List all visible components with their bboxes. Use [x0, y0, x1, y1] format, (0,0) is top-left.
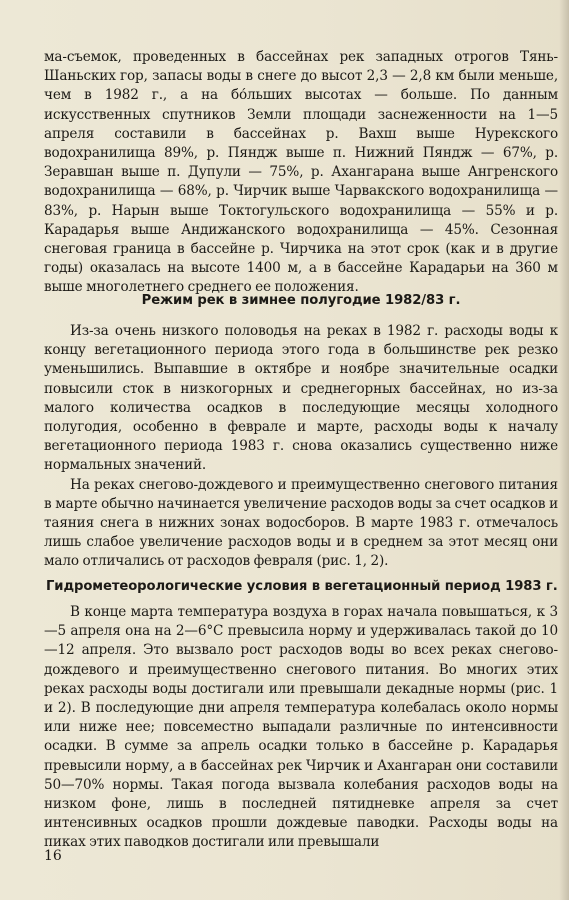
- page-number: 16: [44, 848, 62, 864]
- body-paragraph-continuation: ма-съемок, проведенных в бассейнах рек западных отрогов Тянь-Шаньских гор, запасы воды в снеге до высот 2,3 — 2,8 км были меньше, чем в 1982 г., а на бо́льших высотах — больше. По данным искусственных спутников Земли площади заснеженности на 1—5 апреля составили в бассейнах р. Вахш выше Нурекского водохранилища 89%, р. Пяндж выше п. Нижний Пяндж — 67%, р. Зеравшан выше п. Дупули — 75%, р. Ахангарана выше Ангренского водохранилища — 68%, р. Чирчик выше Чарвакского водохранилища — 83%, р. Нарын выше Токтогульского водохранилища — 55% и р. Карадарья выше Андижанского водохранилища — 45%. Сезонная снеговая граница в бассейне р. Чирчика на этот срок (как и в другие годы) оказалась на высоте 1400 м, а в бассейне Карадарьи на 360 м выше многолетнего среднего ее положения.: [44, 49, 558, 296]
- body-paragraph: На реках снегово-дождевого и преимущественно снегового питания в марте обычно начинается увеличение расходов воды за счет осадков и таяния снега в нижних зонах водосборов. В марте 1983 г. отмечалось лишь слабое увеличение расходов воды и в среднем за этот месяц они мало отличались от расходов февраля (рис. 1, 2).: [44, 476, 558, 570]
- section-body-vegetation-period: [44, 603, 558, 853]
- section-heading-winter-regime: Режим рек в зимнее полугодие 1982/83 г.: [141, 293, 461, 308]
- body-paragraph: Из-за очень низкого половодья на реках в 1982 г. расходы воды к концу вегетационного периода этого года в большинстве рек резко уменьшились. Выпавшие в октябре и ноябре значительные осадки повысили сток в низкогорных и среднегорных бассейнах, но из-за малого количества осадков в последующие месяцы холодного полугодия, особенно в феврале и марте, расходы воды к началу вегетационного периода 1983 г. снова оказались существенно ниже нормальных значений.: [44, 323, 558, 474]
- section-body-winter-regime: [44, 322, 558, 572]
- body-paragraph: В конце марта температура воздуха в горах начала повышаться, к 3—5 апреля она на 2—6°С превысила норму и удерживалась такой до 10—12 апреля. Это вызвало рост расходов воды во всех реках снегово-дождевого и преимущественно снегового питания. Во многих этих реках расходы воды достигали или превышали декадные нормы (рис. 1 и 2). В последующие дни апреля температура колебалась около нормы или ниже нее; повсеместно выпадали различные по интенсивности осадки. В сумме за апрель осадки только в бассейне р. Карадарья превысили норму, а в бассейнах рек Чирчик и Ахангаран они составили 50—70% нормы. Такая погода вызвала колебания расходов воды на низком фоне, лишь в последней пятидневке апреля за счет интенсивных осадков прошли дождевые паводки. Расходы воды на пиках этих паводков достигали или превышали: [44, 604, 558, 851]
- section-heading-vegetation-period: Гидрометеорологические условия в вегетационный период 1983 г.: [46, 579, 558, 594]
- page-edge-shadow: [559, 0, 569, 900]
